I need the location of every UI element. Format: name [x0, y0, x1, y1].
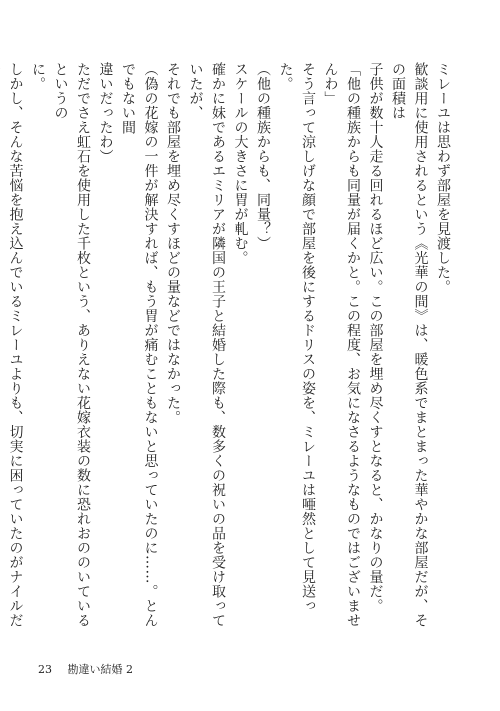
- body-text: [7, 62, 454, 634]
- text-line: ミレーユは思わず部屋を見渡した。: [435, 62, 451, 294]
- text-line: 違いだったわ）: [97, 62, 114, 164]
- text-line: それでも部屋を埋め尽くすほどの量などではなかった。: [165, 62, 181, 425]
- text-line: に。: [30, 62, 46, 91]
- text-line: しかし、そんな苦悩を抱え込んでいるミレーユよりも、切実に困っていたのがナイルだ: [7, 62, 24, 628]
- text-line: （他の種族からも、同量？）: [255, 62, 271, 251]
- text-line: 確かに妹であるエミリアが隣国の王子と結婚した際も、数多くの祝いの品を受け取っていたが、: [187, 62, 226, 628]
- text-line: 子供が数十人走る回れるほど広い。この部屋を埋め尽くすとなると、かなりの量だ。: [367, 62, 384, 613]
- page-number: 23: [38, 663, 52, 676]
- text-line: 「他の種族からも同量が届くかと。この程度、お気になさるようなものではございませんわ」: [322, 62, 361, 628]
- text-line: （偽の花嫁の一件が解決すれば、もう胃が痛むこともないと思っていたのに……。とんでもない間: [120, 62, 159, 628]
- text-line: そう言って涼しげな顔で部屋を後にするドリスの姿を、ミレーユは唖然として見送った。: [277, 62, 316, 613]
- text-line: ただでさえ虹石を使用した千枚という、ありえない花嫁衣装の数に恐れおののいているというの: [52, 62, 91, 628]
- page-footer: [38, 661, 133, 677]
- text-line: スケールの大きさに胃が軋む。: [232, 62, 249, 265]
- text-line: 歓談用に使用されるという《光華の間》は、暖色系でまとまった華やかな部屋だが、その面積は: [390, 62, 429, 628]
- running-title: 勘違い結婚 2: [67, 663, 133, 676]
